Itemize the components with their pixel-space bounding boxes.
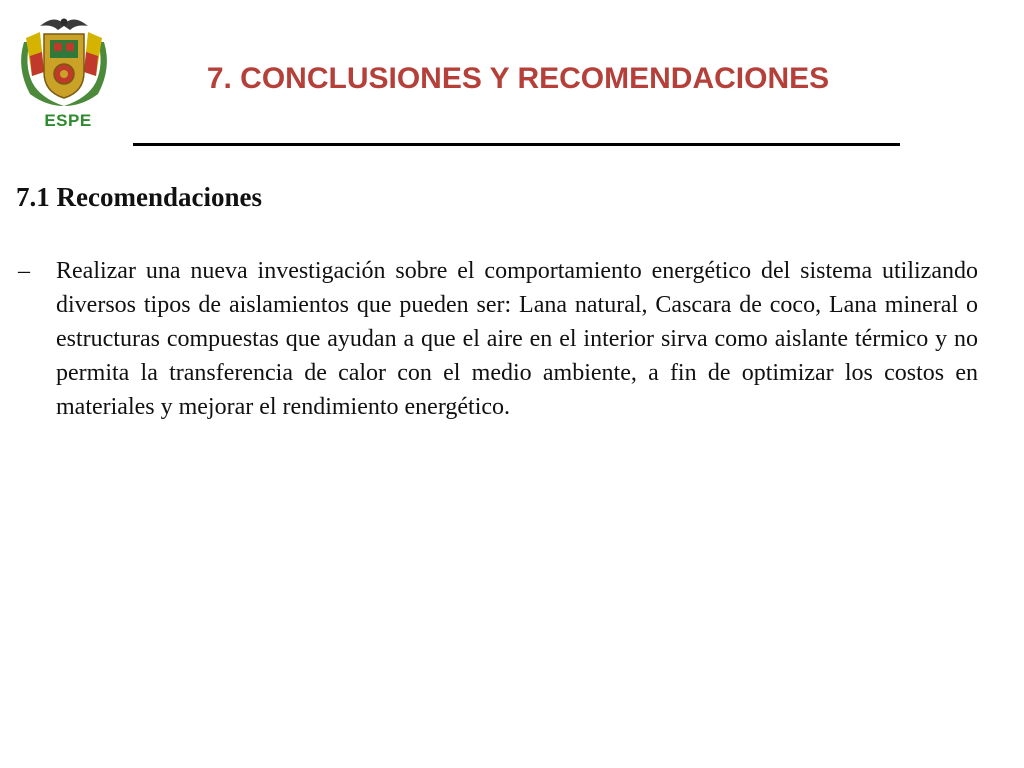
espe-coat-of-arms-logo [10,12,118,108]
page-title: 7. CONCLUSIONES Y RECOMENDACIONES [206,62,830,95]
recommendations-list [16,254,978,424]
dash-bullet-icon: – [18,258,30,284]
list-item-text: Realizar una nueva investigación sobre el comportamiento energético del sistema utilizando diversos tipos de aislamientos que pueden ser: Lana natural, Cascara de coco, Lana mineral o estructuras compuestas que ayudan a que el aire en el interior sirva como aislante térmico y no permita la transferencia de calor con el medio ambiente, a fin de optimizar los costos en materiales y mejorar el rendimiento energético. [56,258,978,420]
title-divider [133,143,900,146]
logo-caption: ESPE [44,111,92,130]
section-heading: 7.1 Recomendaciones [16,182,262,212]
list-item [16,254,978,424]
